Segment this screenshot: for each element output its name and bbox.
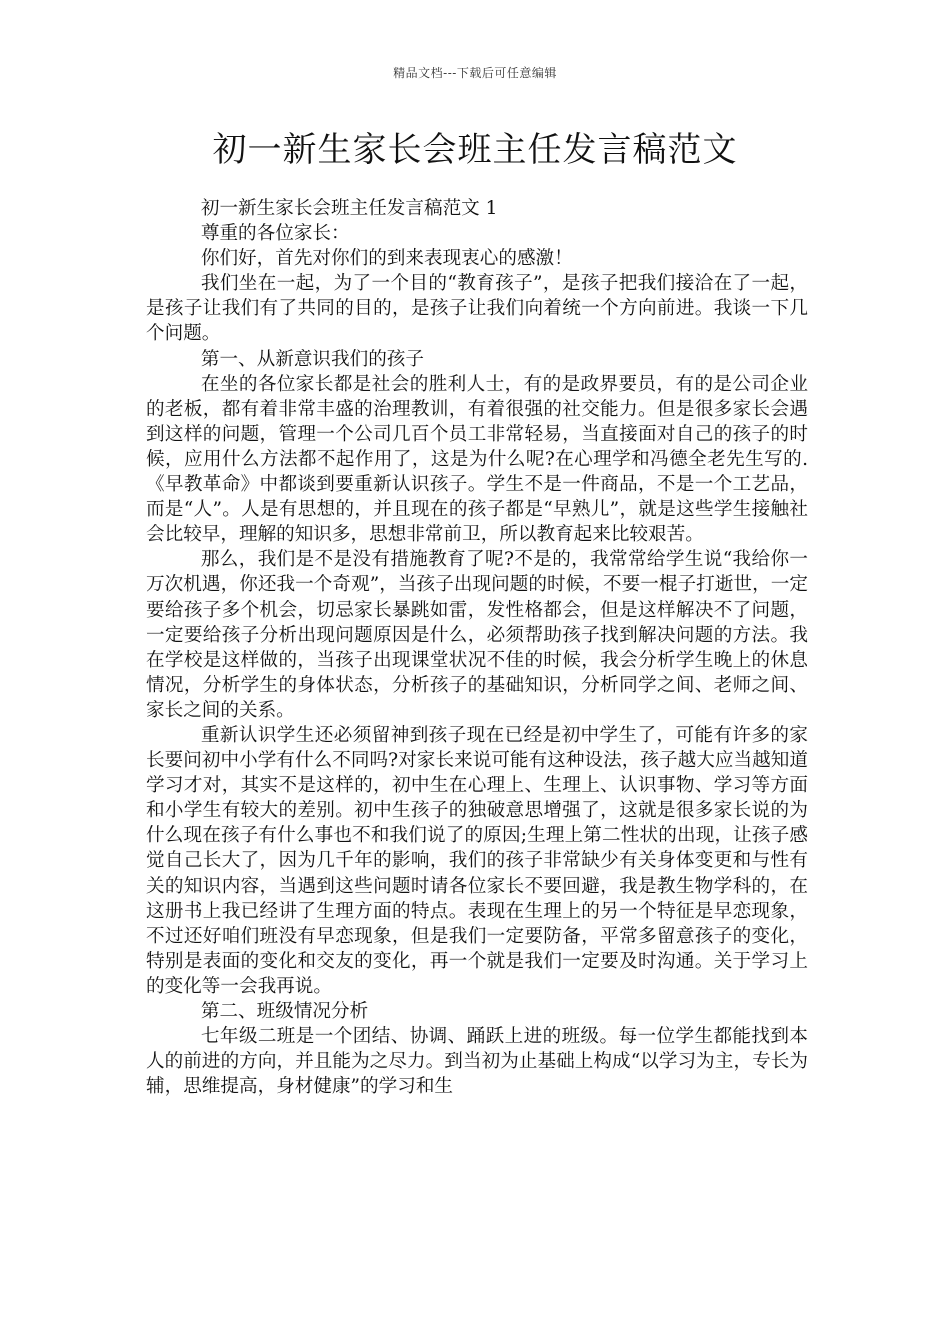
paragraph-class-analysis: 七年级二班是一个团结、协调、踊跃上进的班级。每一位学生都能找到本人的前进的方向，并且能为之尽力。到当初为止基础上构成“以学习为主，专长为辅，思维提高，身材健康”的学习和生 [146,1026,808,1098]
opening-line: 你们好，首先对你们的到来表现衷心的感激！ [200,248,573,270]
paragraph-parents: 在坐的各位家长都是社会的胜利人士，有的是政界要员，有的是公司企业的老板，都有着非常丰盛的治理教训，有着很强的社交能力。但是很多家长会遇到这样的问题，管理一个公司几百个员工非常轻易，当直接面对自己的孩子的时候，应用什么方法都不起作用了，这是为什么呢?在心理学和冯德全老先生写的.《早教革命》中都谈到要重新认识孩子。学生不是一件商品，不是一个工艺品，而是“人”。人是有思想的，并且现在的孩子都是“早熟儿”，就是这些学生接触社会比较早，理解的知识多，思想非常前卫，所以教育起来比较艰苦。 [146,373,808,546]
document-body [146,196,808,1099]
heading-part-two: 第二、班级情况分析 [200,1001,369,1022]
greeting: 尊重的各位家长： [200,223,350,245]
heading-part-one: 第一、从新意识我们的孩子 [200,348,424,370]
page-header: 精品文档---下载后可任意编辑 [393,66,557,80]
document-title: 初一新生家长会班主任发言稿范文 [212,130,738,170]
section-subtitle: 初一新生家长会班主任发言稿范文 1 [200,198,498,219]
paragraph-junior-high: 重新认识学生还必须留神到孩子现在已经是初中学生了，可能有许多的家长要问初中小学有什么不同吗?对家长来说可能有这种设法，孩子越大应当越知道学习才对，其实不是这样的，初中生在心理上、生理上、认识事物、学习等方面和小学生有较大的差别。初中生孩子的独破意思增强了，这就是很多家长说的为什么现在孩子有什么事也不和我们说了的原因;生理上第二性状的出现，让孩子感觉自己长大了，因为几千年的影响，我们的孩子非常缺少有关身体变更和与性有关的知识内容，当遇到这些问题时请各位家长不要回避，我是教生物学科的，在这册书上我已经讲了生理方面的特点。表现在生理上的另一个特征是早恋现象，不过还好咱们班没有早恋现象，但是我们一定要防备，平常多留意孩子的变化，特别是表面的变化和交友的变化，再一个就是我们一定要及时沟通。关于学习上的变化等一会我再说。 [146,724,808,997]
paragraph-methods: 那么，我们是不是没有措施教育了呢?不是的，我常常给学生说“我给你一万次机遇，你还我一个奇观”，当孩子出现问题的时候，不要一棍子打逝世，一定要给孩子多个机会，切忌家长暴跳如雷，发性格都会，但是这样解决不了问题，一定要给孩子分析出现问题原因是什么，必须帮助孩子找到解决问题的方法。我在学校是这样做的，当孩子出现课堂状况不佳的时候，我会分析学生晚上的休息情况，分析学生的身体状态，分析孩子的基础知识，分析同学之间、老师之间、家长之间的关系。 [146,549,808,721]
paragraph-intro: 我们坐在一起，为了一个目的“教育孩子”，是孩子把我们接洽在了一起，是孩子让我们有了共同的目的，是孩子让我们向着统一个方向前进。我谈一下几个问题。 [146,273,808,345]
